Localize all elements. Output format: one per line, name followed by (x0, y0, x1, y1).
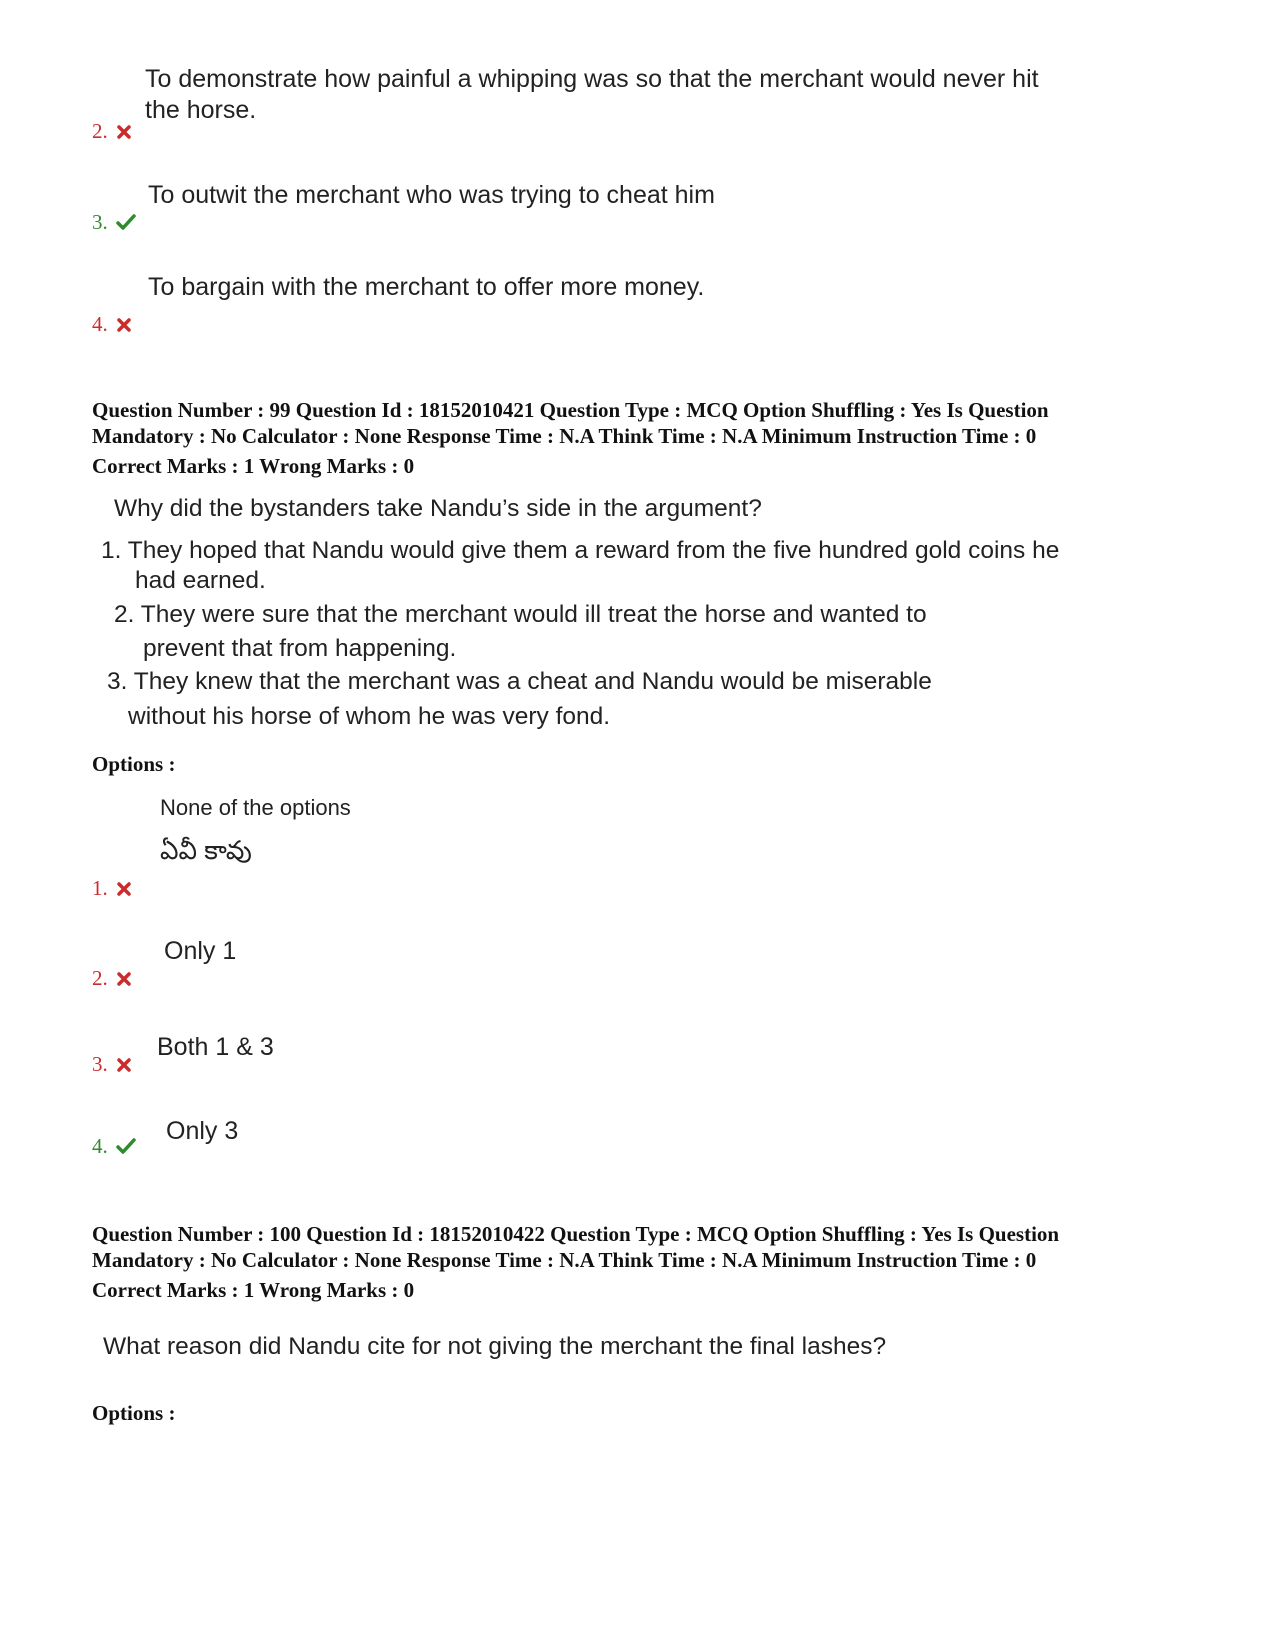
cross-icon (116, 881, 132, 897)
option-line-telugu: ఏవీ కావు (160, 835, 252, 865)
option-number: 2. (92, 966, 108, 990)
q99-option-3-number (92, 1052, 132, 1076)
cross-icon (116, 124, 132, 140)
check-icon (116, 1137, 136, 1155)
option-number: 3. (92, 210, 108, 234)
option-number: 2. (92, 119, 108, 143)
option-number: 4. (92, 1134, 108, 1158)
q98-option-4-text (148, 272, 704, 303)
q99-statement-2-cont: prevent that from happening. (143, 635, 457, 662)
q99-option-3-text: Both 1 & 3 (157, 1033, 274, 1061)
q100-meta (92, 1221, 1059, 1303)
option-line: To outwit the merchant who was trying to cheat him (148, 181, 715, 209)
option-line: To demonstrate how painful a whipping was so that the merchant would never hit (145, 65, 1039, 93)
option-number: 3. (92, 1052, 108, 1076)
q98-option-3-number (92, 210, 136, 234)
q99-option-2-number (92, 966, 132, 990)
q99-option-4-text: Only 3 (166, 1117, 239, 1145)
q99-statement-2: 2. They were sure that the merchant would ill treat the horse and wanted to (114, 601, 927, 628)
option-line: None of the options (160, 795, 351, 820)
cross-icon (116, 971, 132, 987)
q99-meta (92, 397, 1049, 479)
meta-line: Correct Marks : 1 Wrong Marks : 0 (92, 454, 415, 478)
option-line: To bargain with the merchant to offer more money. (148, 273, 705, 301)
meta-line: Mandatory : No Calculator : None Response Time : N.A Think Time : N.A Minimum Instruction Time : 0 (92, 424, 1037, 448)
q99-statement-1: 1. They hoped that Nandu would give them a reward from the five hundred gold coins he (101, 537, 1060, 564)
q99-question: Why did the bystanders take Nandu’s side in the argument? (114, 495, 762, 522)
q98-option-4-number (92, 312, 132, 336)
cross-icon (116, 317, 132, 333)
q99-statement-1-cont: had earned. (135, 567, 266, 594)
meta-line: Question Number : 99 Question Id : 18152010421 Question Type : MCQ Option Shuffling : Yes Is Question (92, 398, 1049, 422)
cross-icon (116, 1057, 132, 1073)
q99-option-4-number (92, 1134, 136, 1158)
option-line: the horse. (145, 96, 257, 124)
q99-option-2-text: Only 1 (164, 937, 237, 965)
q98-option-2-number (92, 119, 132, 143)
meta-line: Mandatory : No Calculator : None Response Time : N.A Think Time : N.A Minimum Instruction Time : 0 (92, 1248, 1037, 1272)
check-icon (116, 213, 136, 231)
meta-line: Question Number : 100 Question Id : 18152010422 Question Type : MCQ Option Shuffling : Yes Is Question (92, 1222, 1060, 1246)
q99-options-label: Options : (92, 752, 176, 776)
q98-option-2-text (145, 64, 1039, 126)
q99-statement-3: 3. They knew that the merchant was a cheat and Nandu would be miserable (107, 668, 932, 695)
q99-option-1-text (160, 794, 351, 864)
q100-question: What reason did Nandu cite for not giving the merchant the final lashes? (103, 1333, 887, 1360)
q100-options-label: Options : (92, 1401, 176, 1425)
q99-option-1-number (92, 876, 132, 900)
q99-statement-3-cont: without his horse of whom he was very fond. (128, 703, 611, 730)
option-number: 4. (92, 312, 108, 336)
q98-option-3-text (148, 180, 715, 211)
meta-line: Correct Marks : 1 Wrong Marks : 0 (92, 1278, 415, 1302)
option-number: 1. (92, 876, 108, 900)
